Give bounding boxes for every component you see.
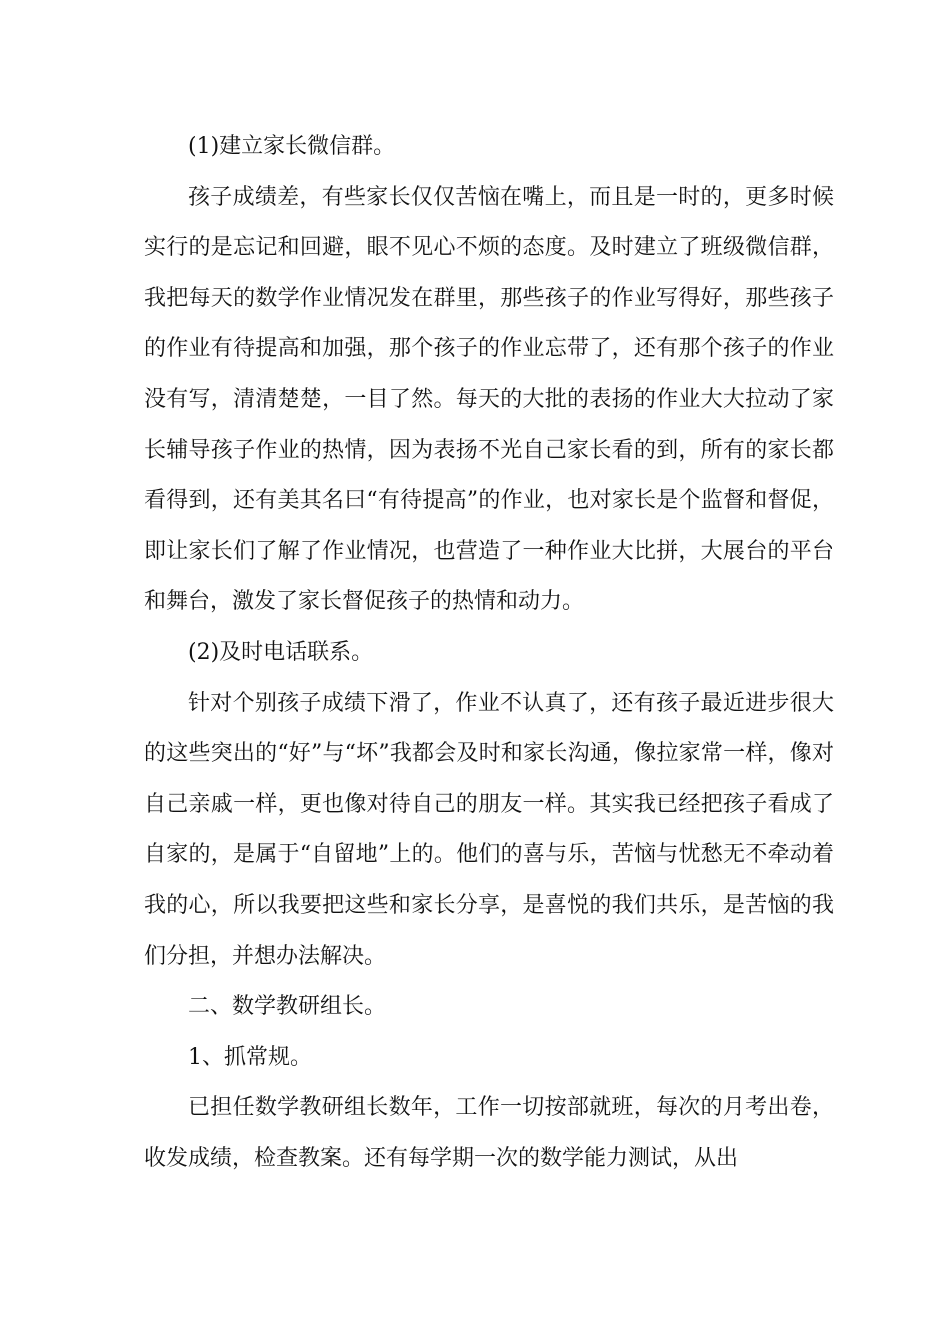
subheading-routine: 1、抓常规。 [188,1044,312,1070]
paragraph-wechat-group: 孩子成绩差，有些家长仅仅苦恼在嘴上，而且是一时的，更多时候实行的是忘记和回避，眼不见心不烦的态度。及时建立了班级微信群，我把每天的数学作业情况发在群里，那些孩子的作业写得好，那些孩子的作业有待提高和加强，那个孩子的作业忘带了，还有那个孩子的作业没有写，清清楚楚，一目了然。每天的大批的表扬的作业大大拉动了家长辅导孩子作业的热情，因为表扬不光自己家长看的到，所有的家长都看得到，还有美其名曰“有待提高”的作业，也对家长是个监督和督促，即让家长们了解了作业情况，也营造了一种作业大比拼，大展台的平台和舞台，激发了家长督促孩子的热情和动力。 [144,184,834,615]
document-body [144,122,834,1184]
section-heading-math-group-leader: 二、数学教研组长。 [188,994,387,1020]
paragraph-routine: 已担任数学教研组长数年，工作一切按部就班，每次的月考出卷，收发成绩，检查教案。还有每学期一次的数学能力测试，从出 [144,1095,834,1171]
subheading-phone-contact: (2)及时电话联系。 [188,639,374,665]
subheading-wechat-group: (1)建立家长微信群。 [188,134,396,159]
paragraph-phone-contact: 针对个别孩子成绩下滑了，作业不认真了，还有孩子最近进步很大的这些突出的“好”与“坏”我都会及时和家长沟通，像拉家常一样，像对自己亲戚一样，更也像对待自己的朋友一样。其实我已经把孩子看成了自家的，是属于“自留地”上的。他们的喜与乐，苦恼与忧愁无不牵动着我的心，所以我要把这些和家长分享，是喜悦的我们共乐，是苦恼的我们分担，并想办法解决。 [144,690,834,969]
